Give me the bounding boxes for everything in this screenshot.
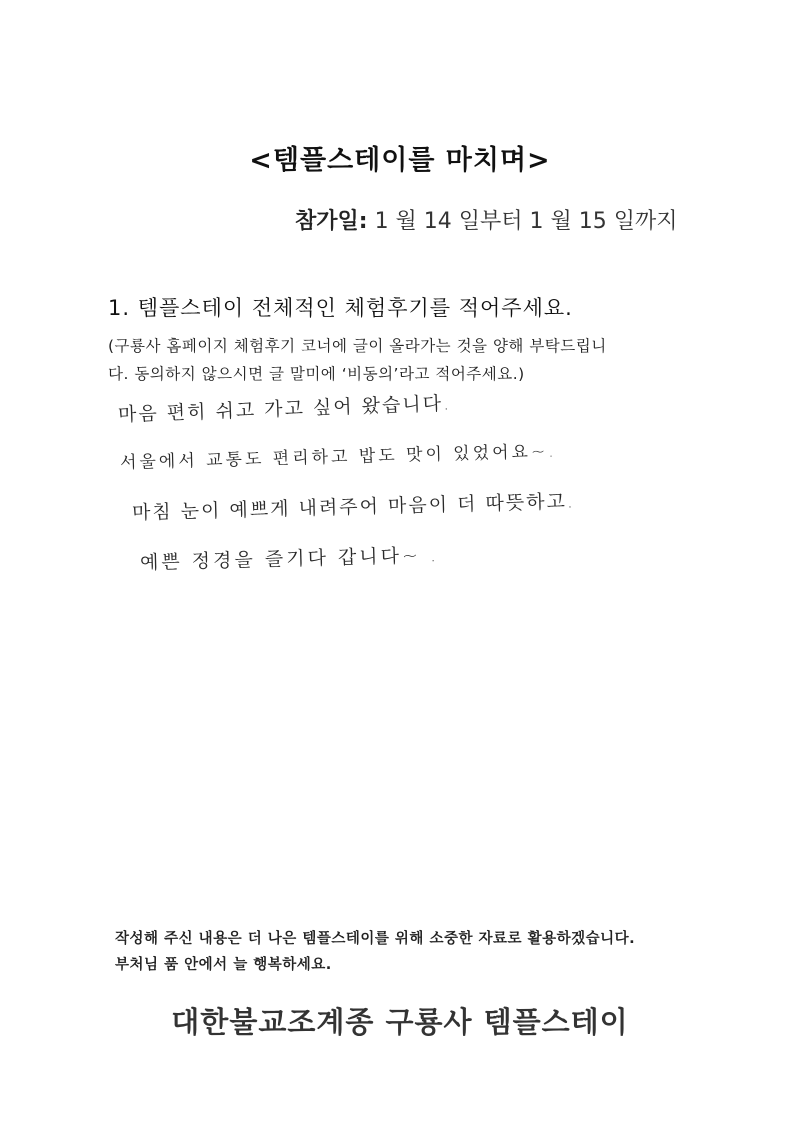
- handwritten-review-line: 마침 눈이 예쁘게 내려주어 마음이 더 따뜻하고.: [131, 490, 576, 524]
- participation-label: 참가일:: [295, 209, 368, 234]
- organization-name: 대한불교조계종 구룡사 템플스테이: [171, 1005, 629, 1039]
- review-question: 1. 템플스테이 전체적인 체험후기를 적어주세요.: [108, 296, 573, 320]
- footer-message: [115, 926, 635, 978]
- participation-date: [295, 204, 678, 235]
- handwritten-review-line: 마음 편히 쉬고 가고 싶어 왔습니다.: [117, 392, 452, 426]
- consent-note: [108, 332, 698, 388]
- handwritten-review-line: 예쁜 정경을 즐기다 갑니다~ .: [139, 544, 440, 574]
- footer-message-line: 작성해 주신 내용은 더 나은 템플스테이를 위해 소중한 자료로 활용하겠습니다.: [115, 931, 636, 947]
- handwritten-review-line: 서울에서 교통도 편리하고 밥도 맛이 있었어요~.: [119, 441, 557, 473]
- page-title: <템플스테이를 마치며>: [249, 145, 551, 176]
- participation-period: 1 월 14 일부터 1 월 15 일까지: [374, 209, 678, 234]
- footer-message-line: 부처님 품 안에서 늘 행복하세요.: [115, 957, 332, 973]
- consent-note-line: (구룡사 홈페이지 체험후기 코너에 글이 올라가는 것을 양해 부탁드립니: [108, 337, 607, 355]
- consent-note-line: 다. 동의하지 않으시면 글 말미에 ‘비동의’라고 적어주세요.): [108, 365, 525, 383]
